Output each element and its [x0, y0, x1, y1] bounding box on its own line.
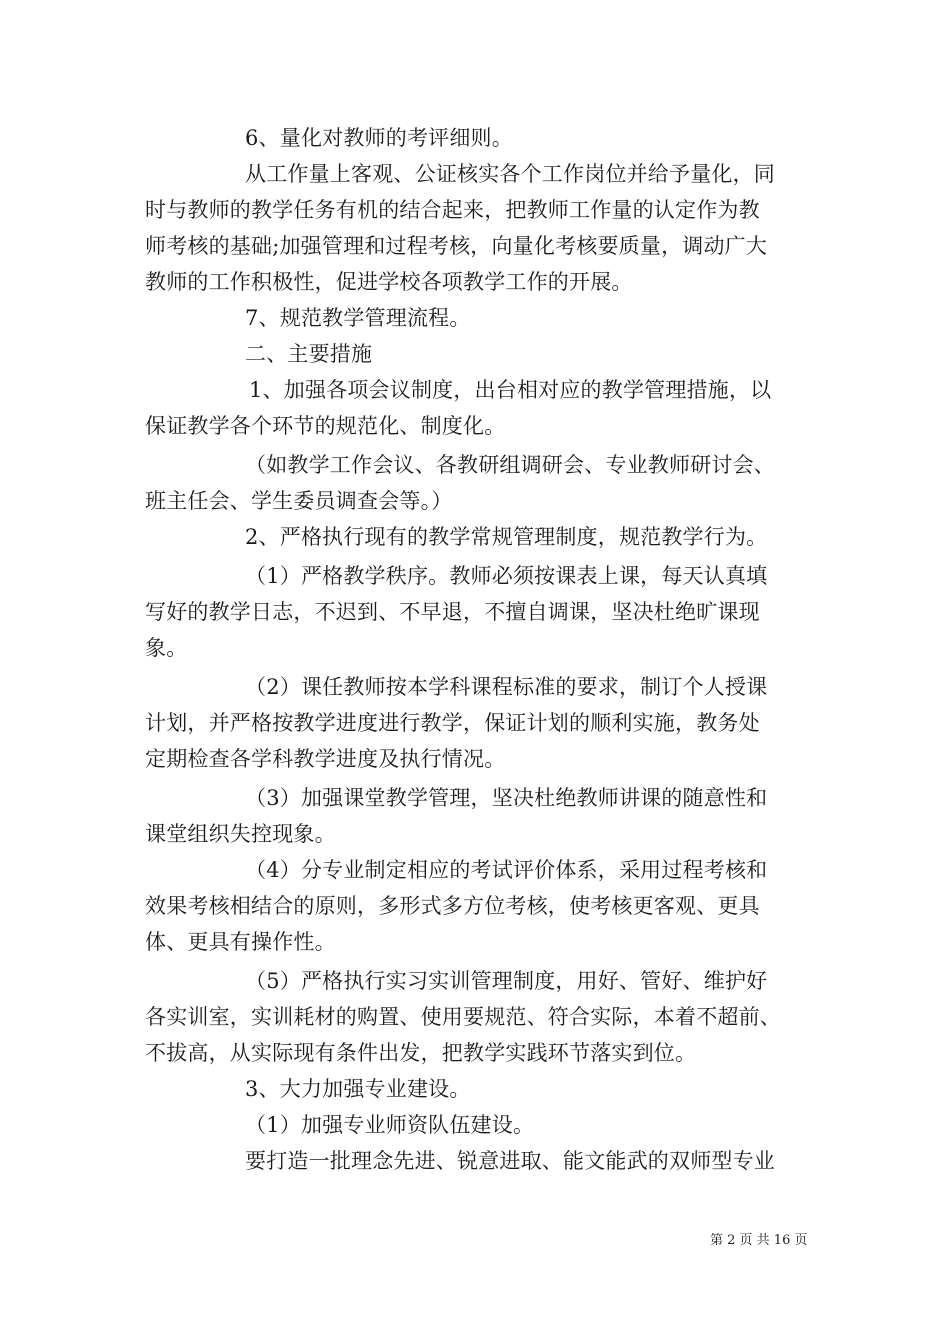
- paragraph-line: 象。: [145, 636, 188, 660]
- subitem-3-line: （3）加强课堂教学管理，坚决杜绝教师讲课的随意性和: [245, 786, 768, 810]
- paragraph-line: 保证教学各个环节的规范化、制度化。: [145, 414, 506, 438]
- page-number-footer: 第 2 页 共 16 页: [710, 1233, 808, 1248]
- paragraph-line: 时与教师的教学任务有机的结合起来，把教师工作量的认定作为教: [145, 198, 760, 222]
- paragraph-line: 定期检查各学科教学进度及执行情况。: [145, 747, 506, 771]
- subitem-2-line: （2）课任教师按本学科课程标准的要求，制订个人授课: [245, 675, 768, 699]
- item-7-heading: 7、规范教学管理流程。: [245, 306, 471, 330]
- paragraph-line: （如教学工作会议、各教研组调研会、专业教师研讨会、: [245, 453, 775, 477]
- paragraph-line: 不拔高，从实际现有条件出发，把教学实践环节落实到位。: [145, 1041, 697, 1065]
- measure-1-heading: 1、加强各项会议制度，出台相对应的教学管理措施，以: [249, 378, 772, 402]
- paragraph-line: 教师的工作积极性，促进学校各项教学工作的开展。: [145, 270, 633, 294]
- paragraph-line: 师考核的基础;加强管理和过程考核，向量化考核要质量，调动广大: [145, 234, 768, 258]
- item-6-heading: 6、量化对教师的考评细则。: [245, 126, 513, 150]
- paragraph-line: 写好的教学日志，不迟到、不早退，不擅自调课，坚决杜绝旷课现: [145, 600, 760, 624]
- paragraph-line: 要打造一批理念先进、锐意进取、能文能武的双师型专业: [245, 1149, 775, 1173]
- subitem-1-line: （1）严格教学秩序。教师必须按课表上课，每天认真填: [245, 564, 768, 588]
- paragraph-line: 体、更具有操作性。: [145, 930, 336, 954]
- paragraph-line: 从工作量上客观、公证核实各个工作岗位并给予量化，同: [245, 162, 775, 186]
- paragraph-line: 效果考核相结合的原则，多形式多方位考核，使考核更客观、更具: [145, 894, 760, 918]
- paragraph-line: 课堂组织失控现象。: [145, 822, 336, 846]
- paragraph-line: 各实训室，实训耗材的购置、使用要规范、符合实际，本着不超前、: [145, 1005, 781, 1029]
- paragraph-line: 计划，并严格按教学进度进行教学，保证计划的顺利实施，教务处: [145, 711, 760, 735]
- measure-2-heading: 2、严格执行现有的教学常规管理制度，规范教学行为。: [245, 525, 768, 549]
- section-heading-measures: 二、主要措施: [245, 342, 373, 366]
- measure-3-heading: 3、大力加强专业建设。: [245, 1077, 471, 1101]
- paragraph-line: 班主任会、学生委员调查会等。）: [145, 489, 453, 513]
- subitem-1-heading: （1）加强专业师资队伍建设。: [245, 1113, 535, 1137]
- subitem-4-line: （4）分专业制定相应的考试评价体系，采用过程考核和: [245, 858, 768, 882]
- subitem-5-line: （5）严格执行实习实训管理制度，用好、管好、维护好: [245, 969, 768, 993]
